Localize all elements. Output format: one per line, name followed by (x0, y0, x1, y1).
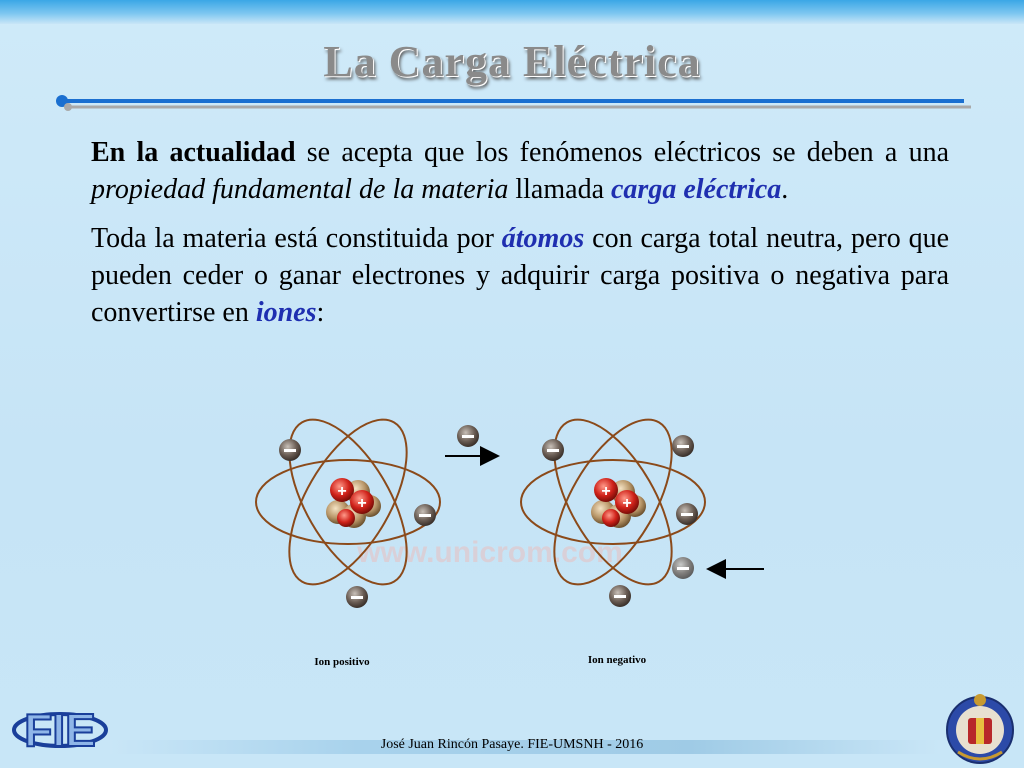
title-underline (56, 94, 976, 114)
p1-italic: propiedad fundamental de la materia (91, 174, 509, 205)
nucleus-left (326, 478, 381, 528)
term-carga-electrica: carga eléctrica (611, 174, 782, 205)
p2-end: : (316, 297, 325, 328)
p2-text1: Toda la materia está constituida por (91, 223, 502, 254)
p1-text2: llamada (508, 174, 611, 205)
fie-logo (8, 690, 118, 760)
fie-logo-text: FIE (24, 704, 96, 756)
positive-ion-atom (256, 401, 440, 608)
caption-ion-negativo: Ion negativo (587, 654, 647, 666)
top-gradient-band (0, 0, 1024, 24)
umsnh-seal-logo (940, 690, 1020, 766)
term-atomos: átomos (501, 223, 585, 254)
caption-ion-positivo: Ion positivo (314, 656, 370, 668)
slide-title: La Carga Eléctrica (323, 37, 701, 86)
svg-text:+: + (601, 483, 611, 500)
svg-text:+: + (357, 495, 367, 512)
p2-text2: con carga total neutra, pero que pueden ceder o ganar electrones y adquirir carga positiva o negativa para convertirse en (91, 223, 950, 328)
bold-lead: En la actualidad (91, 137, 296, 168)
nucleus-right (591, 478, 646, 528)
paragraph-2 (91, 220, 949, 331)
body-text (91, 134, 949, 343)
footer-credit: José Juan Rincón Pasaye. FIE-UMSNH - 2016 (380, 737, 644, 752)
svg-text:+: + (337, 483, 347, 500)
atom-ions-figure (250, 400, 780, 680)
watermark-text: www.unicrom.com (357, 536, 623, 569)
p1-text1: se acepta que los fenómenos eléctricos se deben a una (295, 137, 949, 168)
svg-text:+: + (622, 495, 632, 512)
p1-end: . (781, 174, 789, 205)
ceded-electron (445, 425, 496, 456)
term-iones: iones (255, 297, 317, 328)
paragraph-1 (91, 134, 949, 208)
gained-electron (672, 557, 764, 579)
